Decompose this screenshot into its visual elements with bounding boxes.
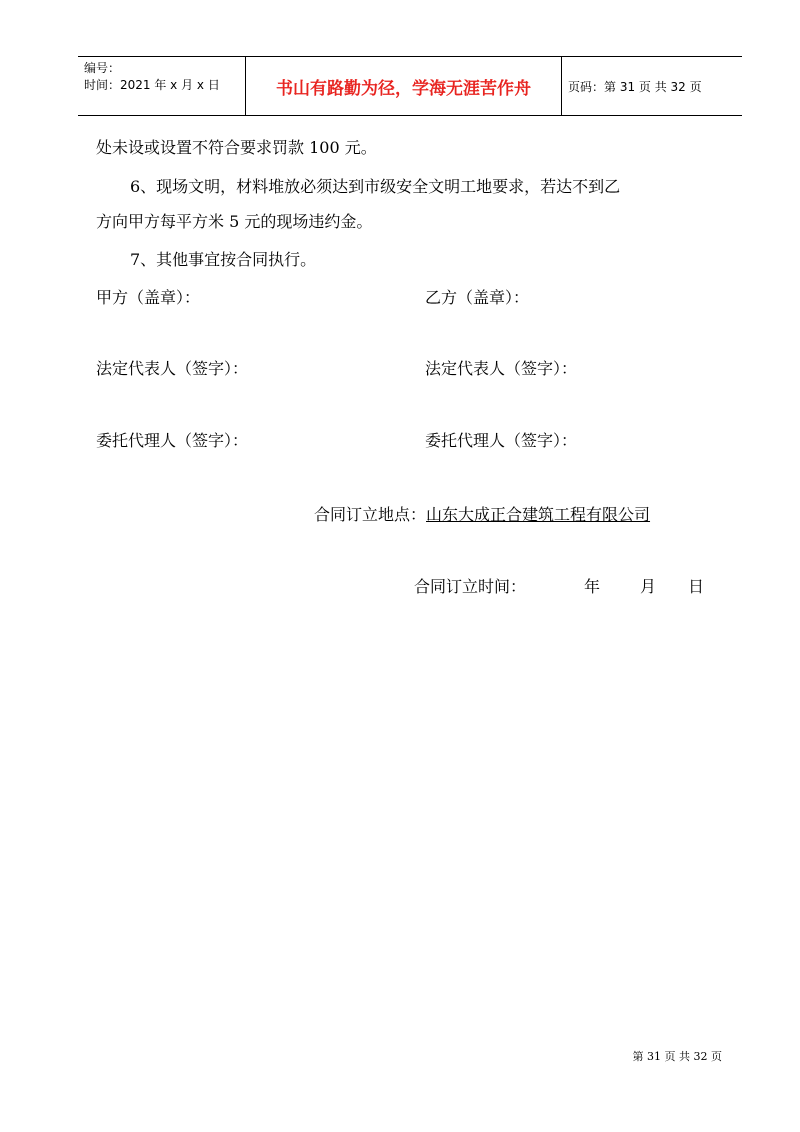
header-page-info: 页码：第 31 页 共 32 页	[568, 79, 702, 94]
body-line-4: 7、其他事宜按合同执行。	[130, 250, 317, 269]
contract-place	[314, 505, 650, 525]
page-header	[78, 56, 742, 116]
header-motto: 书山有路勤为径，学海无涯苦作舟	[246, 57, 562, 115]
body-line-1: 处未设或设置不符合要求罚款 100 元。	[96, 138, 377, 157]
party-a-legal-rep-label: 法定代表人（签字）：	[96, 359, 249, 378]
party-a-seal-label: 甲方（盖章）：	[96, 288, 201, 307]
contract-place-value: 山东大成正合建筑工程有限公司	[426, 505, 651, 524]
contract-place-label: 合同订立地点：	[314, 505, 427, 524]
header-meta	[78, 57, 246, 115]
document-time-label: 时间：2021 年 x 月 x 日	[84, 78, 220, 92]
body-line-2: 6、现场文明，材料堆放必须达到市级安全文明工地要求，若达不到乙	[130, 177, 621, 196]
body-line-3: 方向甲方每平方米 5 元的现场违约金。	[96, 212, 373, 231]
document-number-label: 编号：	[84, 61, 121, 75]
party-a-agent-label: 委托代理人（签字）：	[96, 431, 249, 450]
contract-month: 月	[640, 577, 657, 596]
party-b-seal-label: 乙方（盖章）：	[425, 288, 530, 307]
party-b-agent-label: 委托代理人（签字）：	[425, 431, 578, 450]
party-b-legal-rep-label: 法定代表人（签字）：	[425, 359, 578, 378]
page-footer: 第 31 页 共 32 页	[632, 1050, 722, 1063]
contract-time-label: 合同订立时间：	[414, 577, 527, 596]
contract-year: 年	[584, 577, 601, 596]
contract-day: 日	[688, 577, 705, 596]
